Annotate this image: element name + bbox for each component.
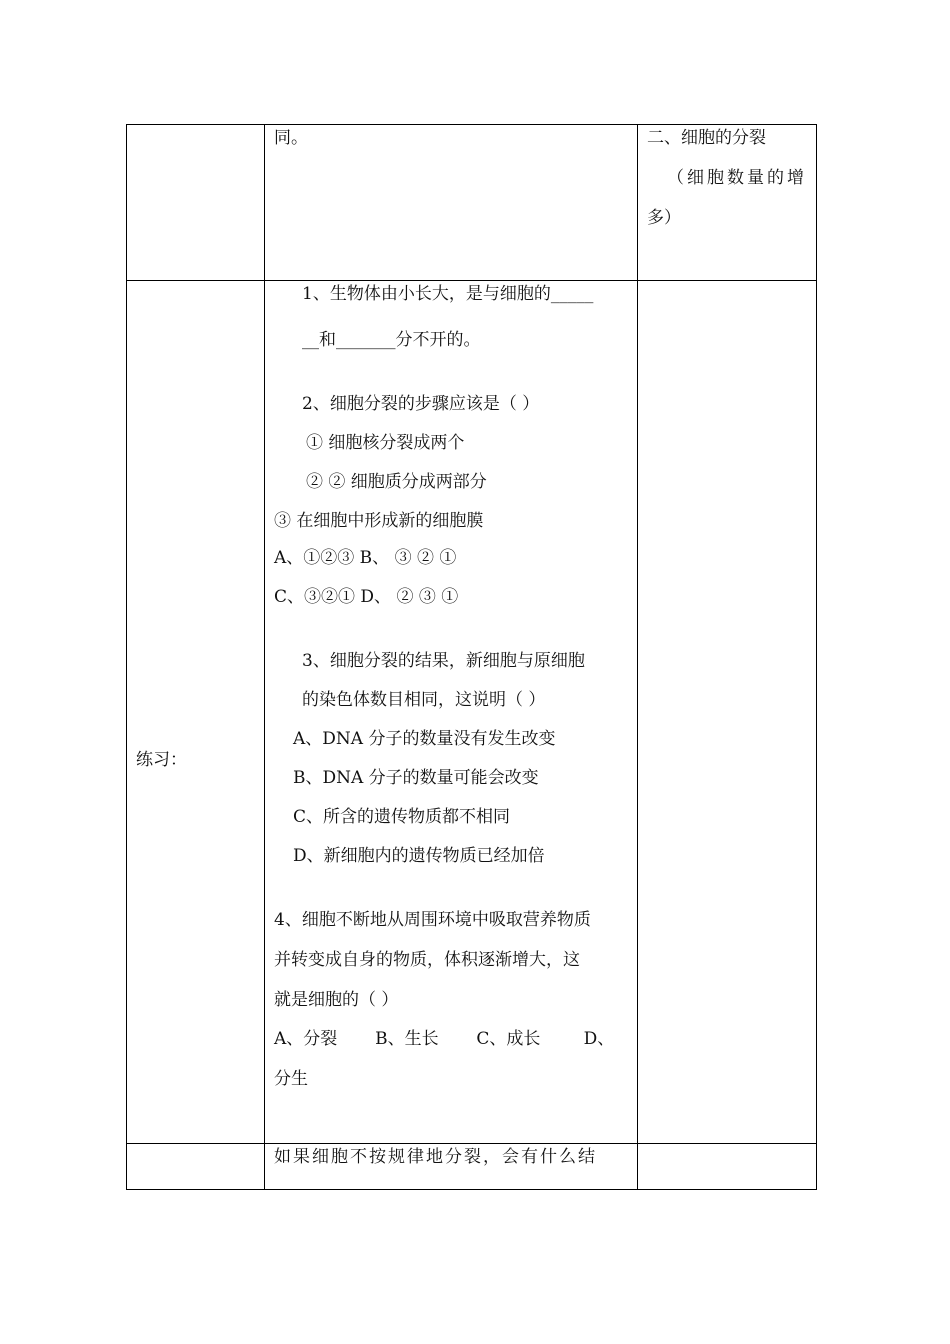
question-3-option-a: A、DNA 分子的数量没有发生改变 bbox=[293, 729, 556, 749]
question-3-option-b: B、DNA 分子的数量可能会改变 bbox=[293, 768, 539, 788]
table-cell-empty bbox=[638, 1144, 817, 1190]
question-4-stem-line-3: 就是细胞的（ ） bbox=[274, 990, 399, 1010]
question-2-choices-cd: C、③②① D、 ② ③ ① bbox=[274, 587, 459, 607]
question-2-item-2: ② ② 细胞质分成两部分 bbox=[306, 472, 487, 492]
table-cell-empty bbox=[127, 1144, 265, 1190]
section-subtitle-line2: 多） bbox=[647, 208, 681, 228]
section-heading: 二、细胞的分裂 bbox=[647, 128, 766, 148]
table-cell-discussion bbox=[265, 1144, 638, 1190]
question-3-option-d: D、新细胞内的遗传物质已经加倍 bbox=[293, 846, 545, 866]
question-4-stem-line-2: 并转变成自身的物质，体积逐渐增大，这 bbox=[274, 950, 580, 970]
question-2-item-1: ① 细胞核分裂成两个 bbox=[306, 433, 465, 453]
exercise-label: 练习： bbox=[136, 749, 187, 770]
question-3-stem-line-1: 3、细胞分裂的结果，新细胞与原细胞 bbox=[302, 651, 585, 671]
continued-text: 同。 bbox=[274, 128, 308, 148]
question-4-choices-line-2: 分生 bbox=[274, 1069, 308, 1089]
discussion-question: 如果细胞不按规律地分裂，会有什么结 bbox=[274, 1147, 597, 1167]
table-row bbox=[127, 1144, 817, 1190]
section-subtitle-line1: （细胞数量的增 bbox=[667, 168, 807, 188]
question-1-line-2: __和_______分不开的。 bbox=[302, 330, 481, 350]
table-cell-exercises bbox=[265, 281, 638, 1144]
question-4-choices-line-1: A、分裂 B、生长 C、成长 D、 bbox=[274, 1029, 615, 1049]
table-cell-section bbox=[638, 125, 817, 281]
table-cell-content bbox=[265, 125, 638, 281]
question-2-item-3: ③ 在细胞中形成新的细胞膜 bbox=[274, 511, 484, 531]
question-2-stem: 2、细胞分裂的步骤应该是（ ） bbox=[302, 394, 540, 414]
question-3-stem-line-2: 的染色体数目相同，这说明（ ） bbox=[302, 690, 546, 710]
table-row bbox=[127, 125, 817, 281]
table-cell-empty bbox=[127, 125, 265, 281]
table-row bbox=[127, 281, 817, 1144]
lesson-table bbox=[126, 124, 817, 1190]
question-2-choices-ab: A、①②③ B、 ③ ② ① bbox=[274, 548, 457, 568]
question-3-option-c: C、所含的遗传物质都不相同 bbox=[293, 807, 511, 827]
question-4-stem-line-1: 4、细胞不断地从周围环境中吸取营养物质 bbox=[274, 910, 591, 930]
table-cell-label bbox=[127, 281, 265, 1144]
question-1-line-1: 1、生物体由小长大，是与细胞的_____ bbox=[302, 284, 594, 304]
table-cell-empty bbox=[638, 281, 817, 1144]
